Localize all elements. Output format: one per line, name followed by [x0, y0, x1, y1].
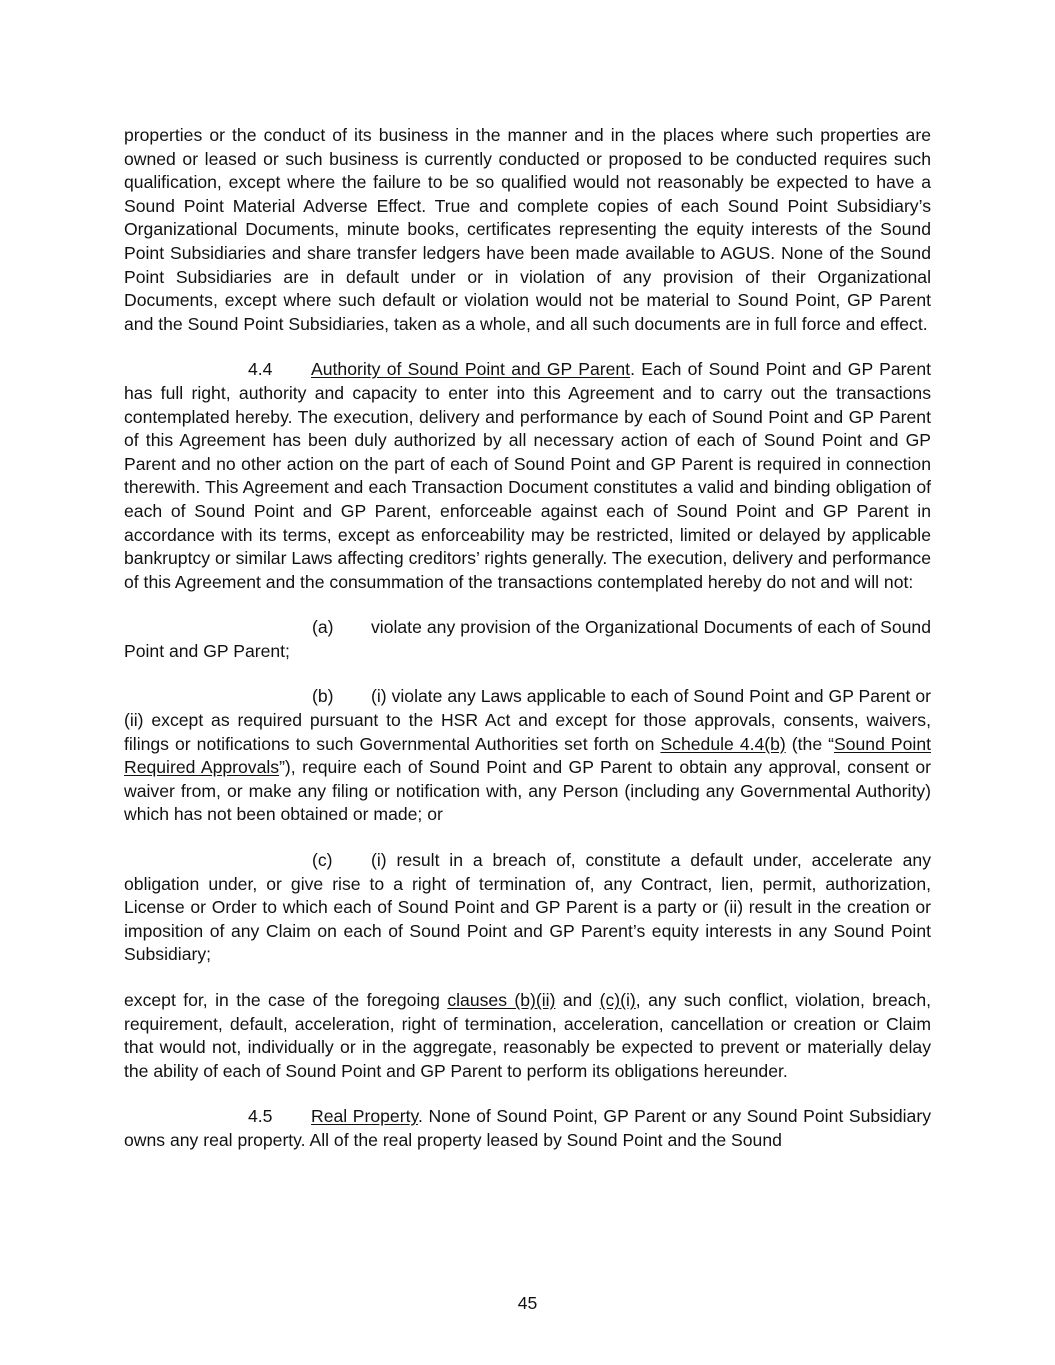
- section-4-4: [124, 358, 931, 594]
- section-4-5: [124, 1105, 931, 1152]
- paragraph-text: , any such conflict, violation, breach, requirement, default, acceleration, right of termination, acceleration, cancellation or creation or Claim that would not, individually or in the aggregate, reasonably be expected to prevent or materially delay the ability of each of Sound Point and GP Parent to perform its obligations hereunder.: [124, 990, 931, 1081]
- clause-text: (i) violate any Laws applicable to each of Sound Point and GP Parent or (ii) except as required pursuant to the HSR Act and except for those approvals, consents, waivers, filings or notifications to such Governmental Authorities set forth on: [124, 686, 931, 754]
- document-page: [124, 124, 931, 1153]
- clause-reference: clauses (b)(ii): [447, 990, 556, 1010]
- clause-reference: (c)(i): [599, 990, 636, 1010]
- clause-label: (b): [312, 686, 334, 707]
- heading-period: .: [630, 359, 635, 380]
- clause-c: [124, 849, 931, 967]
- section-number: 4.5: [248, 1106, 273, 1127]
- except-paragraph: [124, 989, 931, 1083]
- schedule-reference: Schedule 4.4(b): [660, 733, 786, 754]
- paragraph-text: and: [555, 990, 600, 1010]
- section-number: 4.4: [248, 359, 273, 380]
- section-heading: Real Property: [311, 1106, 418, 1127]
- clause-b: [124, 685, 931, 827]
- clause-text: (i) result in a breach of, constitute a default under, accelerate any obligation under, or give rise to a right of termination of, any Contract, lien, permit, authorization, License or Order to which each of Sound Point and GP Parent is a party or (ii) result in the creation or imposition of any Claim on each of Sound Point and GP Parent’s equity interests in any Sound Point Subsidiary;: [124, 850, 931, 965]
- section-text: Each of Sound Point and GP Parent has full right, authority and capacity to enter into this Agreement and to carry out the transactions contemplated hereby. The execution, delivery and performance by each of Sound Point and GP Parent of this Agreement has been duly authorized by all necessary action of each of Sound Point and GP Parent and no other action on the part of each of Sound Point and GP Parent is required in connection therewith. This Agreement and each Transaction Document constitutes a valid and binding obligation of each of Sound Point and GP Parent, enforceable against each of Sound Point and GP Parent in accordance with its terms, except as enforceability may be restricted, limited or delayed by applicable bankruptcy or similar Laws affecting creditors’ rights generally. The execution, delivery and performance of this Agreement and the consummation of the transactions contemplated hereby do not and will not:: [124, 359, 931, 592]
- clause-text: violate any provision of the Organizational Documents of each of Sound Point and GP Parent;: [124, 617, 931, 661]
- clause-text: (the “: [785, 733, 834, 754]
- paragraph-text: except for, in the case of the foregoing: [124, 990, 448, 1010]
- section-text: None of Sound Point, GP Parent or any Sound Point Subsidiary owns any real property. All of the real property leased by Sound Point and the Sound: [124, 1106, 931, 1150]
- clause-label: (c): [312, 850, 333, 871]
- clause-label: (a): [312, 617, 334, 638]
- page-number: 45: [517, 1293, 538, 1313]
- paragraph-continuation: [124, 124, 931, 336]
- defined-term: Sound Point Required Approvals: [124, 733, 931, 778]
- paragraph-text: properties or the conduct of its business in the manner and in the places where such properties are owned or leased or such business is currently conducted or proposed to be conducted requires such qualification, except where the failure to be so qualified would not reasonably be expected to have a Sound Point Material Adverse Effect. True and complete copies of each Sound Point Subsidiary’s Organizational Documents, minute books, certificates representing the equity interests of the Sound Point Subsidiaries and share transfer ledgers have been made available to AGUS. None of the Sound Point Subsidiaries are in default under or in violation of any provision of their Organizational Documents, except where such default or violation would not be material to Sound Point, GP Parent and the Sound Point Subsidiaries, taken as a whole, and all such documents are in full force and effect.: [124, 125, 931, 334]
- heading-period: .: [417, 1106, 423, 1127]
- section-heading: Authority of Sound Point and GP Parent: [311, 359, 631, 380]
- clause-text: ”), require each of Sound Point and GP Parent to obtain any approval, consent or waiver from, or make any filing or notification with, any Person (including any Governmental Authority) which has not been obtained or made; or: [124, 757, 931, 825]
- clause-a: [124, 616, 931, 663]
